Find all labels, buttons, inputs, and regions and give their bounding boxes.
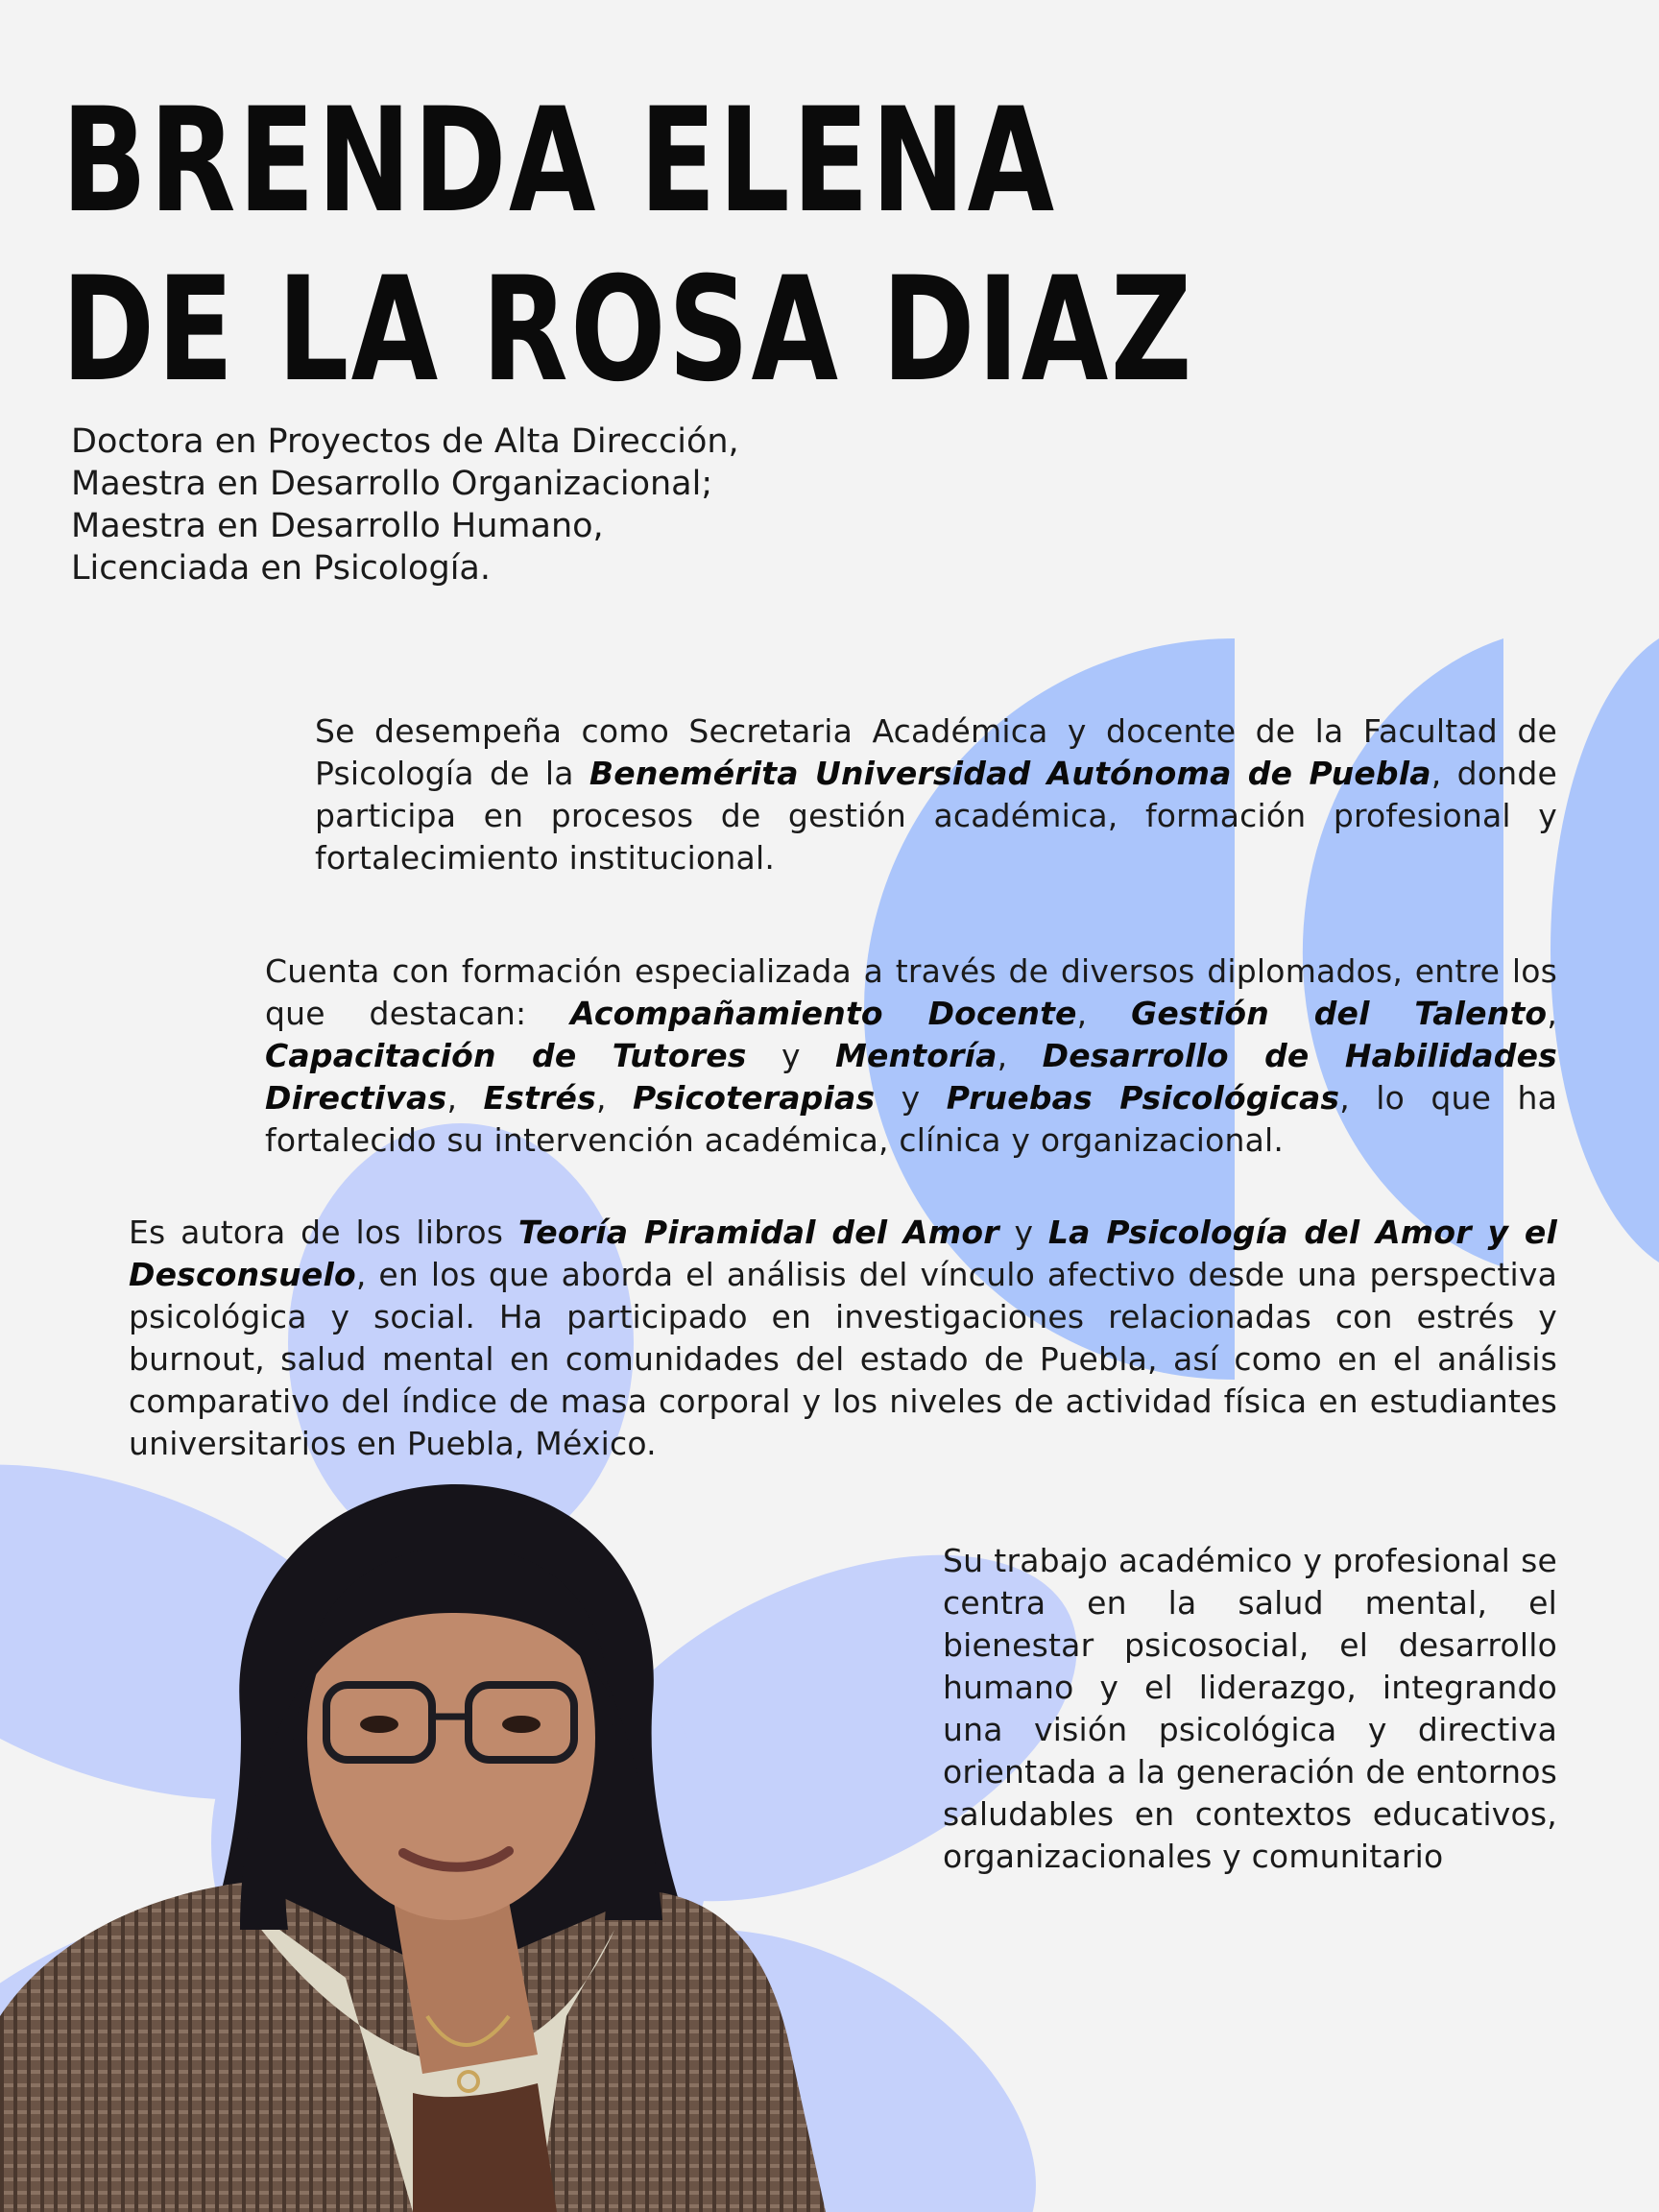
diploma-name: Pruebas Psicológicas bbox=[946, 1079, 1340, 1117]
bio-paragraph-diplomas bbox=[265, 950, 1557, 1162]
university-name: Benemérita Universidad Autónoma de Puebla bbox=[589, 755, 1431, 792]
diploma-name: Acompañamiento Docente bbox=[570, 995, 1077, 1032]
bio-paragraph-position bbox=[315, 710, 1557, 879]
text-run: y bbox=[998, 1214, 1048, 1251]
text-run: , bbox=[997, 1037, 1043, 1074]
diploma-name: Estrés bbox=[483, 1079, 596, 1117]
bio-paragraph-focus bbox=[943, 1540, 1557, 1878]
text-run: , bbox=[1547, 995, 1558, 1032]
portrait-photo bbox=[0, 1479, 960, 2212]
name-line-2: DE LA ROSA DIAZ bbox=[61, 247, 1194, 414]
text-run: , bbox=[1076, 995, 1132, 1032]
text-run: , donde participa en procesos de gestión académica, formación profesional y fortalecimiento institucional. bbox=[315, 755, 1557, 877]
name-line-1: BRENDA ELENA bbox=[61, 78, 1057, 245]
text-run: y bbox=[746, 1037, 835, 1074]
degree-line: Doctora en Proyectos de Alta Dirección, bbox=[71, 422, 739, 461]
diploma-name: Mentoría bbox=[834, 1037, 998, 1074]
text-run: , lo que ha fortalecido su intervención académica, clínica y organizacional. bbox=[265, 1079, 1558, 1159]
text-run: , bbox=[446, 1079, 484, 1117]
text-run: y bbox=[875, 1079, 947, 1117]
book-title: Teoría Piramidal del Amor bbox=[517, 1214, 999, 1251]
diploma-name: Capacitación de Tutores bbox=[265, 1037, 747, 1074]
bio-paragraph-books bbox=[129, 1212, 1557, 1465]
text-run: Es autora de los libros bbox=[129, 1214, 518, 1251]
book-title: La Psicología del Amor y el Desconsuelo bbox=[129, 1214, 1557, 1293]
text-run: Cuenta con formación especializada a través de diversos diplomados, entre los que destacan: bbox=[265, 952, 1557, 1032]
page-title bbox=[61, 77, 1194, 415]
degree-line: Maestra en Desarrollo Organizacional; bbox=[71, 465, 713, 503]
degrees-list bbox=[71, 421, 739, 589]
text-run: Su trabajo académico y profesional se centra en la salud mental, el bienestar psicosocial, el desarrollo humano y el liderazgo, integrando una visión psicológica y directiva orientada a la generación de entornos saludables en contextos educativos, organizacionales y comunitario bbox=[943, 1542, 1557, 1875]
diploma-name: Psicoterapias bbox=[632, 1079, 876, 1117]
diploma-name: Desarrollo de Habilidades Directivas bbox=[265, 1037, 1557, 1117]
degree-line: Licenciada en Psicología. bbox=[71, 549, 491, 588]
text-run: , en los que aborda el análisis del vínculo afectivo desde una perspectiva psicológica y social. Ha participado en investigaciones relacionadas con estrés y burnout, salud mental en comunidades del estado de Puebla, así como en el análisis comparativo del índice de masa corporal y los niveles de actividad física en estudiantes universitarios en Puebla, México. bbox=[129, 1256, 1557, 1462]
diploma-name: Gestión del Talento bbox=[1131, 995, 1548, 1032]
text-run: , bbox=[595, 1079, 633, 1117]
degree-line: Maestra en Desarrollo Humano, bbox=[71, 507, 604, 545]
text-run: Se desempeña como Secretaria Académica y docente de la Facultad de Psicología de la bbox=[315, 712, 1557, 792]
